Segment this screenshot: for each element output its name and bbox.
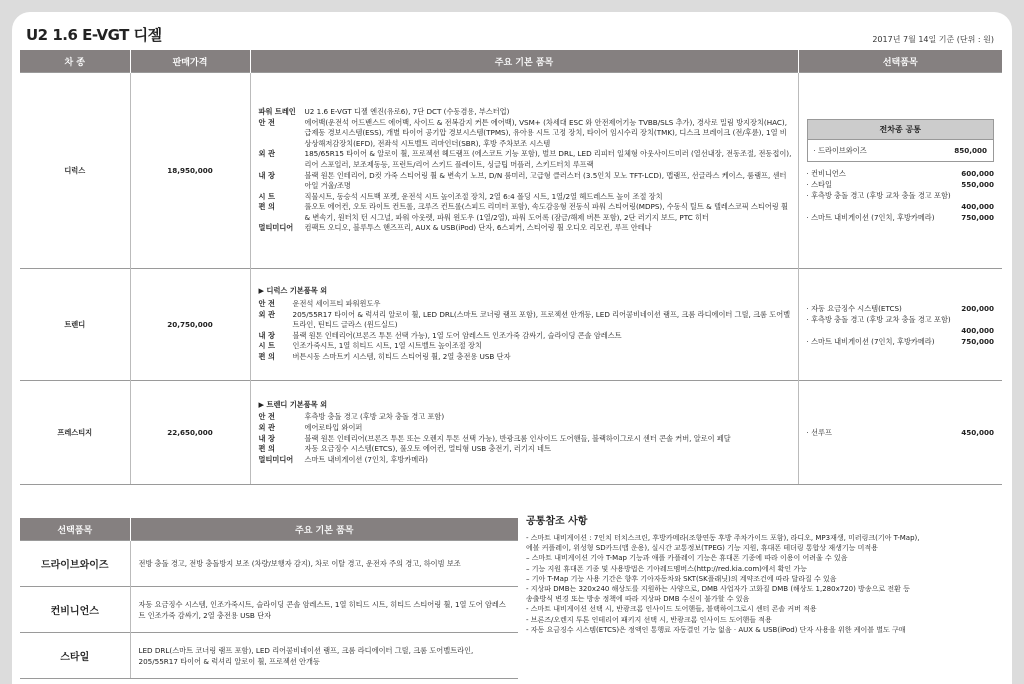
option-price: 400,000 (961, 201, 994, 211)
option-label: · 드라이브와이즈 (813, 145, 867, 155)
reference-line: - 스마트 내비게이션 선택 시, 반광크롬 인사이드 도어핸들, 블랙하이그로시 센터 콘솔 커버 적용 (526, 605, 817, 614)
feature-category: 안 전 (258, 412, 275, 422)
feature-text: 운전석 세이프티 파워윈도우 (292, 299, 381, 309)
feature-text: 블랙 원톤 인테리어(브론즈 투톤 또는 오렌지 투톤 선택 가능), 반광크롬 인사이드 도어핸들, 블랙하이그로시 센터 콘솔 커버, 알로이 페달 (304, 433, 731, 443)
option-price: 750,000 (961, 336, 994, 346)
page-title: U2 1.6 E-VGT 디젤 (26, 26, 162, 44)
option-price: 750,000 (961, 212, 994, 222)
package-name: 스타일 (20, 633, 130, 679)
option-cell (798, 73, 1002, 269)
header-price: 판매가격 (130, 50, 250, 73)
option-label: · 후측방 충돌 경고 (후방 교차 충돌 경고 포함) (806, 190, 951, 200)
feature-category: 내 장 (258, 330, 275, 340)
trim-price: 22,650,000 (130, 381, 250, 485)
reference-line: - 브론즈/오렌지 투톤 인테리어 패키지 선택 시, 반광크롬 인사이드 도어핸들 적용 (526, 615, 772, 624)
feature-text: 블랙 원톤 인테리어, D컷 가죽 스티어링 휠 & 변속기 노브, D/N 룸미러, 고급형 클러스터 (3.5인치 모노 TFT-LCD), 맵램프, 선글라스 케이스, 룸램프, 센터아일 거울/조명 (304, 170, 787, 191)
price-sheet (12, 12, 1012, 684)
feature-text: 인조가죽시트, 1열 히티드 시트, 1열 시트벨트 높이조절 장치 (292, 341, 482, 351)
option-row (807, 179, 995, 190)
package-name: 컨비니언스 (20, 587, 130, 633)
option-package-row (20, 541, 518, 587)
trim-row-prestige (20, 381, 1002, 485)
feature-list (250, 73, 798, 269)
header-option-name: 선택품목 (20, 518, 130, 541)
feature-text: 에어백(운전석 어드밴스드 에어백, 사이드 & 전복감지 커튼 에어백), VSM+ (차세대 ESC 와 안전제어기능 TVBB/SLS 추가), 경사로 밀림 방지장치(HAC), 급제동 경보시스템(ESS), 개별 타이어 공기압 경보시스템(TPMS), 유아용 시트 고정 장치, 타이어 임시수리 장치(TMK), 디스크 브레이크 (전/후륜), 1열 비상상해저감장치(EFD), 전좌석 시트벨트 리마인더(SBR), 후방 주차보조 시스템 (304, 117, 787, 148)
option-row (807, 314, 995, 336)
option-price: 400,000 (961, 325, 994, 335)
feature-text: 에어로타입 와이퍼 (304, 422, 363, 432)
option-package-row (20, 587, 518, 633)
feature-text: U2 1.6 E-VGT 디젤 엔진(유로6), 7단 DCT (수동겸용, 부스터업) (304, 106, 510, 116)
feature-line (259, 223, 792, 234)
feature-line (259, 455, 792, 466)
header-trim: 차 종 (20, 50, 130, 73)
trim-table-header (20, 50, 1002, 73)
option-package-row (20, 633, 518, 679)
feature-line (259, 107, 792, 118)
feature-line (259, 149, 792, 170)
feature-category: 안 전 (258, 299, 275, 309)
feature-text: 버튼시동 스마트키 시스템, 히티드 스티어링 휠, 2열 충전용 USB 단자 (292, 351, 511, 361)
package-name: 드라이브와이즈 (20, 541, 130, 587)
reference-line: - 지상파 DMB는 320x240 해상도를 지원하는 사양으로, DMB 사업자가 고화질 DMB (해상도 1,280x720) 방송으로 전환 등 (526, 585, 910, 594)
trim-name: 프레스티지 (20, 381, 130, 485)
option-row (807, 212, 995, 223)
trim-price: 20,750,000 (130, 269, 250, 381)
feature-text: 자동 요금징수 시스템(ETCS), 풀오토 에어컨, 멀티형 USB 충전기, 러기지 네트 (304, 444, 551, 454)
reference-line: - 자동 요금징수 시스템(ETCS)은 정액인 통행료 자동결인 기능 없음 · AUX & USB(iPod) 단자 사용을 위한 케이블 별도 구매 (526, 625, 906, 634)
feature-category: 외 관 (258, 422, 275, 432)
feature-text: 풀오토 에어컨, 오토 라이트 컨트롤, 크루즈 컨트롤(스피드 리미터 포함), 속도감응형 전동식 파워 스티어링(MDPS), 수동식 틸트 & 텔레스코픽 스티어링 휠 & 변속기, 원터치 턴 시그널, 파워 아웃렛, 파워 윈도우 (1열/2열), 파워 도어록 (잠금/해제 버튼 포함), 2단 러기지 보드, PTC 히터 (304, 202, 788, 222)
feature-category: 외 관 (258, 149, 275, 159)
header-options: 선택품목 (798, 50, 1002, 73)
feature-category: 멀티미디어 (258, 454, 294, 464)
reference-line: 송출방식 변경 또는 방송 정책에 따라 지상파 DMB 수신이 불가할 수 있음 (526, 595, 750, 604)
option-row (807, 427, 995, 438)
reference-line: 에볼 커플레이, 위성형 SD카드(맵 운용), 실시간 교통정보(TPEG) 기능 지원, 휴대폰 테더링 통합상 재생기능 미적용 (526, 544, 878, 553)
trim-table (20, 50, 1002, 485)
feature-text: 컴팩트 오디오, 블루투스 핸즈프리, AUX & USB(iPod) 단자, 6스피커, 스티어링 휠 오디오 리모컨, 루프 안테나 (304, 223, 652, 233)
feature-line (259, 434, 792, 445)
feature-category: 편 의 (258, 444, 275, 454)
feature-text: 스마트 내비게이션 (7인치, 후방카메라) (304, 454, 428, 464)
option-price: 600,000 (961, 168, 994, 178)
reference-line: – 기능 지원 휴대폰 기종 및 사용방법은 기아레드멤버스(http://red.kia.com)에서 확인 가능 (526, 564, 807, 573)
trim-row-deluxe (20, 73, 1002, 269)
reference-title: 공통참조 사항 (526, 516, 588, 527)
feature-text: 205/55R17 타이어 & 럭셔리 알로이 휠, LED DRL(스마트 코너링 램프 포함), 프로젝션 안개등, LED 리어콤비네이션 램프, 크롬 라디에이터 그릴, 크롬 도어벨트라인, 틴티드 글라스 (윈드실드) (292, 309, 791, 330)
feature-line (259, 423, 792, 434)
option-label: · 컨비니언스 (806, 168, 846, 178)
feature-category: 내 장 (258, 433, 275, 443)
common-option-header: 전차종 공통 (808, 120, 994, 140)
feature-line (259, 310, 792, 331)
feature-category: 안 전 (258, 117, 275, 127)
header-features: 주요 기본 품목 (250, 50, 798, 73)
package-desc: LED DRL(스마트 코너링 램프 포함), LED 리어콤비네이션 램프, 크롬 라디에이터 그릴, 크롬 도어벨트라인, 205/55R17 타이어 & 럭셔리 알로이 휠, 프로젝션 안개등 (130, 633, 518, 679)
date-unit-note: 2017년 7월 14일 기준 (단위 : 원) (872, 35, 994, 44)
reference-line: – 기아 T-Map 기능 사용 기간은 향후 기아자동차와 SKT(SK플래닛)의 계약조건에 따라 달라질 수 있음 (526, 574, 837, 583)
feature-category: 내 장 (258, 170, 275, 180)
option-label: · 스마트 내비게이션 (7인치, 후방카메라) (806, 336, 935, 346)
feature-line (259, 331, 792, 342)
feature-list (250, 269, 798, 381)
option-label: · 자동 요금징수 시스템(ETCS) (806, 303, 902, 313)
feature-line (259, 352, 792, 363)
feature-line (259, 412, 792, 423)
option-price: 850,000 (954, 145, 987, 155)
common-reference (526, 512, 1006, 635)
option-price: 550,000 (961, 179, 994, 189)
option-label: · 스마트 내비게이션 (7인치, 후방카메라) (806, 212, 935, 222)
reference-line: - 스마트 내비게이션 : 7인치 터치스크린, 후방카메라(조향연동 후방 주차가이드 포함), 라디오, MP3재생, 미러링크(기아 T-Map), (526, 534, 920, 542)
option-label: · 선루프 (806, 428, 832, 437)
feature-text: 후측방 충돌 경고 (후방 교차 충돌 경고 포함) (304, 412, 445, 422)
package-desc: 자동 요금징수 시스템, 인조가죽시트, 슬라이딩 콘솔 암레스트, 1열 히티드 시트, 히티드 스티어링 휠, 1열 도어 암레스트 인조가죽 감싸기, 2열 충전용 USB 단자 (130, 587, 518, 633)
feature-line (259, 444, 792, 455)
option-label: · 스타일 (806, 179, 832, 189)
option-row (807, 336, 995, 347)
feature-line (259, 118, 792, 150)
option-row (807, 303, 995, 314)
option-row (807, 168, 995, 179)
option-cell (798, 269, 1002, 381)
trim-price: 18,950,000 (130, 73, 250, 269)
header-option-features: 주요 기본 품목 (130, 518, 518, 541)
option-label: · 후측방 충돌 경고 (후방 교차 충돌 경고 포함) (806, 314, 951, 324)
reference-line: – 스마트 내비게이션 기아 T-Map 기능과 애플 카플레이 기능은 휴대폰 기종에 따라 이용이 어려울 수 있음 (526, 554, 848, 563)
feature-text: 블랙 원톤 인테리어(브론즈 투톤 선택 가능), 1열 도어 암레스트 인조가죽 감싸기, 슬라이딩 콘솔 암레스트 (292, 330, 622, 340)
feature-text: 185/65R15 타이어 & 알로이 휠, 프로젝션 헤드램프 (에스코트 기능 포함), 벌브 DRL, LED 리피터 일체형 아웃사이드미러 (열선내장, 전동조절, 전동접이), 리어 스포일러, 보조제동등, 프런트/리어 스키드 플레이트, 싱글팁 머플러, 스키드터치 루프랙 (304, 149, 792, 169)
feature-category: 시 트 (258, 191, 275, 201)
option-price: 200,000 (961, 303, 994, 313)
feature-line (259, 202, 792, 223)
option-package-header (20, 518, 518, 541)
feature-category: 외 관 (258, 309, 275, 319)
feature-text: 직물시트, 동승석 시트백 포켓, 운전석 시트 높이조절 장치, 2열 6:4 폴딩 시트, 1열/2열 헤드레스트 높이 조절 장치 (304, 191, 663, 201)
base-features-note: ▶ 트렌디 기본품목 외 (258, 399, 328, 409)
package-desc: 전방 충돌 경고, 전방 충돌방지 보조 (차량/보행자 감지), 차로 이탈 경고, 운전자 주의 경고, 하이빔 보조 (130, 541, 518, 587)
trim-name: 디럭스 (20, 73, 130, 269)
feature-line (259, 299, 792, 310)
feature-category: 편 의 (258, 351, 275, 361)
feature-category: 시 트 (258, 341, 275, 351)
base-features-note: ▶ 디럭스 기본품목 외 (258, 286, 328, 296)
feature-line (259, 171, 792, 192)
feature-category: 편 의 (258, 202, 275, 212)
trim-row-trendy (20, 269, 1002, 381)
feature-line (259, 192, 792, 203)
common-option-box (807, 119, 995, 162)
feature-category: 멀티미디어 (258, 223, 294, 233)
option-price: 450,000 (961, 428, 994, 437)
feature-line (259, 341, 792, 352)
option-package-table (20, 518, 518, 679)
feature-category: 파워 트레인 (258, 106, 296, 116)
trim-name: 트렌디 (20, 269, 130, 381)
feature-list (250, 381, 798, 485)
option-cell (798, 381, 1002, 485)
option-row (807, 190, 995, 212)
common-option-row (808, 140, 994, 161)
